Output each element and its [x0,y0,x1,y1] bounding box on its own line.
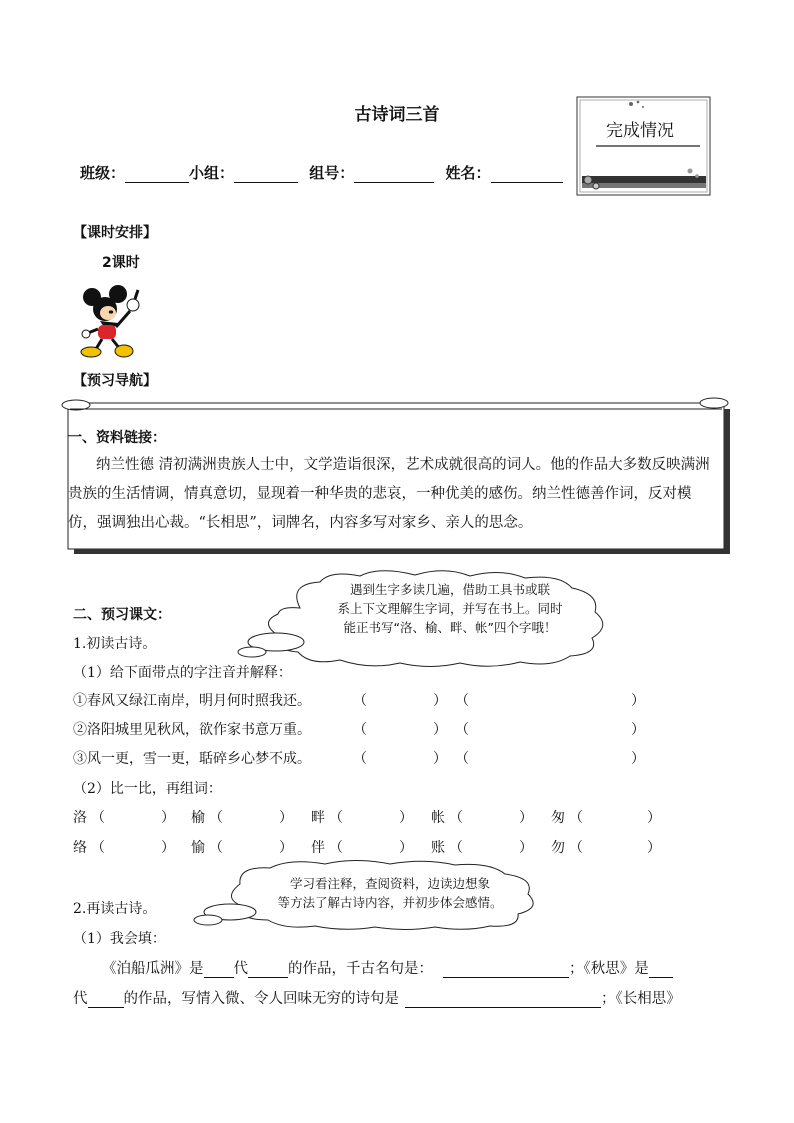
compare-row-1: 洛 （ ） 榆 （ ） 畔 （ ） 帐 （ ） 匆 （ ） [73,810,661,826]
poem-line-blank[interactable] [405,991,601,1008]
preview-heading: 【预习导航】 [73,373,157,389]
tip-cloud-2 [150,860,590,932]
dynasty-blank-1[interactable] [204,961,234,978]
section2-heading: 二、预习课文： [73,607,171,623]
step2-label: 2.再读古诗。 [73,901,157,917]
author-blank-1[interactable] [248,961,288,978]
name-field[interactable] [491,166,563,183]
tip-1-line-1: 遇到生字多读几遍，借助工具书或联 [349,582,550,597]
annotation-line-3: ③风一更，雪一更，聒碎乡心梦不成。 （ ） （ ） [73,751,645,767]
resource-paragraph [68,451,718,538]
name-label: 姓名： [445,164,491,182]
completion-badge [576,96,711,196]
schedule-value: 2课时 [102,255,140,271]
group-label: 小组： [189,164,235,182]
tip-cloud-1-text [305,580,595,637]
badge-label: 完成情况 [606,121,674,141]
tip-cloud-1 [180,570,660,670]
author-blank-2[interactable] [88,991,124,1008]
tip-1-line-2: 系上下文理解生字词，并写在书上。同时 [337,601,563,616]
group-field[interactable] [234,166,298,183]
annotation-line-1: ①春风又绿江南岸，明月何时照我还。 （ ） （ ） [73,693,645,709]
class-field[interactable] [125,166,189,183]
number-field[interactable] [354,166,434,183]
tip-1-line-3: 能正书写“洛、榆、畔、帐”四个字哦！ [343,620,557,635]
cartoon-mouse-icon [78,285,148,360]
question-2: （2）比一比，再组词： [73,781,222,797]
schedule-heading: 【课时安排】 [73,225,157,241]
fill-line-2: 代 的作品，写情入微、令人回味无穷的诗句是 ；《长相思》 [73,991,681,1007]
number-label: 组号： [309,164,355,182]
resource-text: 纳兰性德 清初满洲贵族人士中，文学造诣很深，艺术成就很高的词人。他的作品大多数反映满洲贵族的生活情调，情真意切，显现着一种华贵的悲哀，一种优美的感伤。纳兰性德善作词，反对模仿，强调独出心裁。“长相思”，词牌名，内容多写对家乡、亲人的思念。 [68,457,710,531]
student-info-line [80,162,563,183]
resource-heading: 一、资料链接： [68,430,166,446]
question-1: （1）给下面带点的字注音并解释： [73,665,292,681]
compare-row-2: 络 （ ） 愉 （ ） 伴 （ ） 账 （ ） 勿 （ ） [73,840,661,856]
tip-2-line-1: 学习看注释，查阅资料，边读边想象 [289,876,490,891]
famous-line-blank[interactable] [443,961,569,978]
question-3: （1）我会填： [73,931,166,947]
fill-line-1: 《泊船瓜洲》是 代 的作品，千古名句是： ；《秋思》是 [102,957,673,978]
step1-label: 1.初读古诗。 [73,636,157,652]
annotation-line-2: ②洛阳城里见秋风，欲作家书意万重。 （ ） （ ） [73,722,645,738]
tip-cloud-2-text [260,874,520,912]
page-title: 古诗词三首 [354,105,440,125]
tip-2-line-2: 等方法了解古诗内容，并初步体会感情。 [277,895,503,910]
badge-frame-icon [576,96,711,196]
dynasty-blank-2[interactable] [649,961,673,978]
class-label: 班级： [80,164,126,182]
resource-scroll [60,395,732,555]
